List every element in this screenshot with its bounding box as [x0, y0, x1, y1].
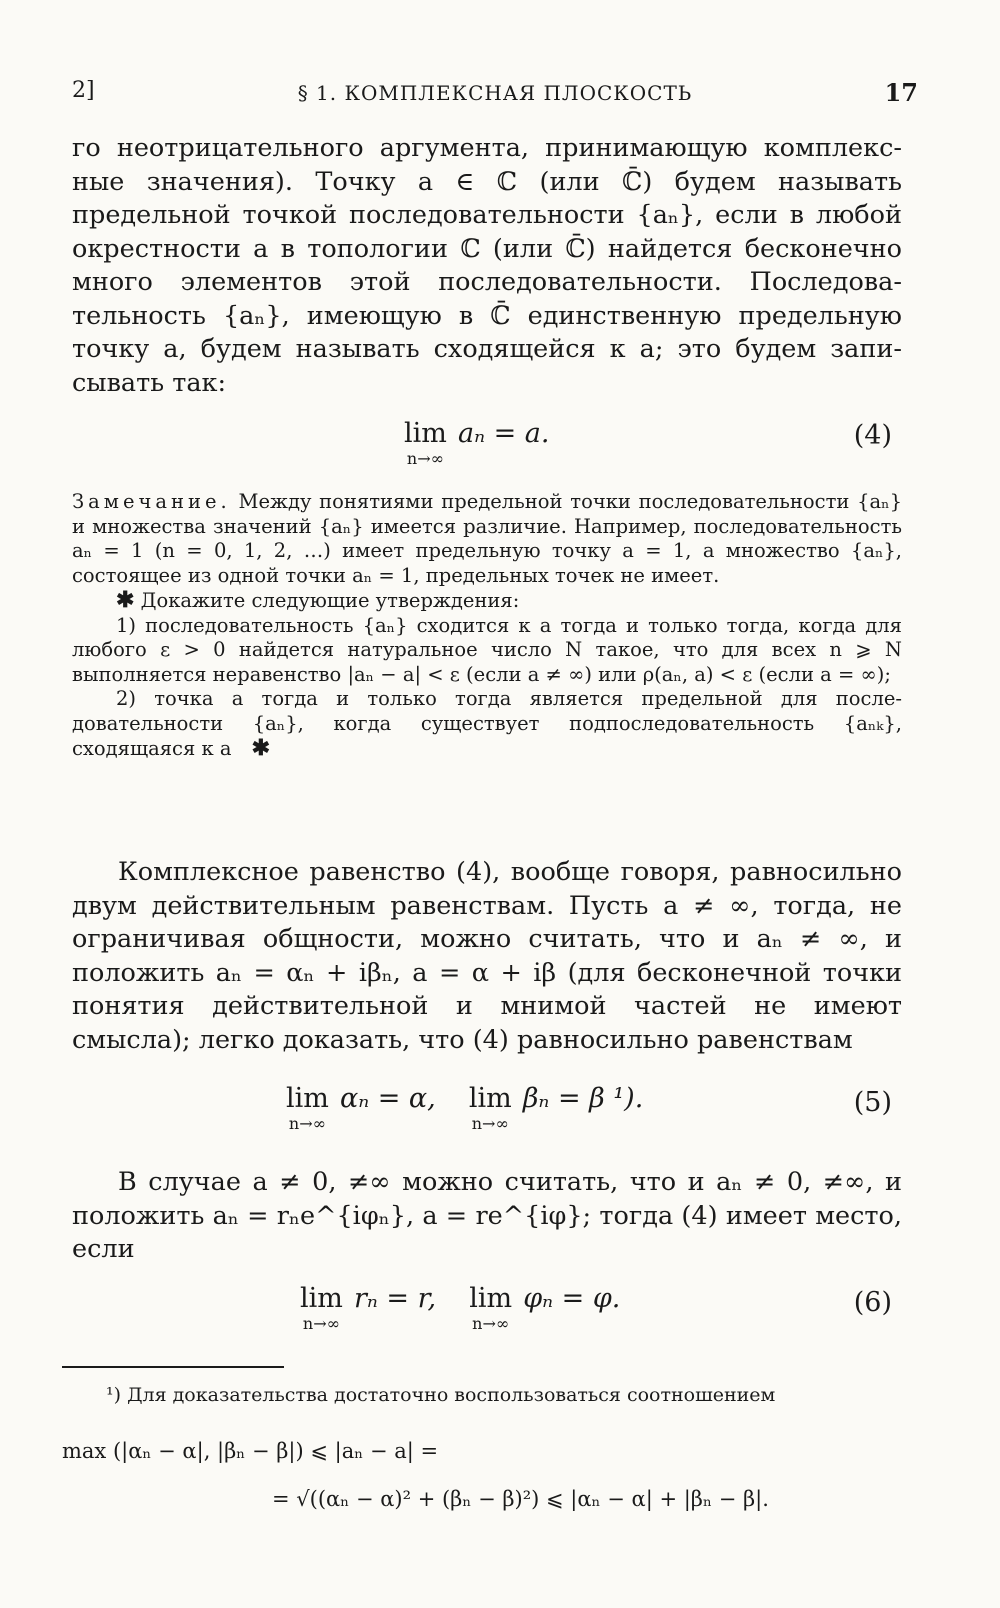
paragraph-real-equalities: Комплексное равенство (4), вообще говоря, равносильно двум действительным равенствам. Пусть a ≠ ∞, тогда, не ограничивая общности, можно считать, что и aₙ ≠ ∞, и положить aₙ = αₙ + iβₙ, a = α + iβ (для бесконечной точки понятия действительной и мнимой частей не имеют смысла); легко доказать, что (4) равносильно равенствам [72, 857, 902, 1055]
prove-text: Докажите следующие утверждения: [140, 589, 520, 612]
lim-operator: lim n→∞ [468, 1083, 512, 1133]
equation-5-right: βₙ = β ¹). [522, 1083, 644, 1114]
paragraph-polar-form: В случае a ≠ 0, ≠∞ можно считать, что и aₙ ≠ 0, ≠∞, и положить aₙ = rₙe^{iφₙ}, a = re^{iφ}; тогда (4) имеет место, если [72, 1167, 902, 1264]
remark-text: Между понятиями предельной точки последовательности {aₙ} и множества значений {aₙ} имеется различие. Например, последовательность aₙ = 1 (n = 0, 1, 2, …) имеет предельную точку a = 1, а множество {aₙ}, состоящее из одной точки aₙ = 1, предельных точек не имеет. [72, 490, 902, 587]
lim-operator: lim n→∞ [404, 418, 447, 468]
statement-2-text: 2) точка a тогда и только тогда является предельной для последовательности {aₙ}, когда существует подпоследовательность {aₙₖ}, сходящаяся к a [72, 687, 902, 760]
section-marker: 2] [72, 78, 95, 103]
lim-operator: lim n→∞ [286, 1083, 329, 1133]
page-number: 17 [884, 78, 918, 107]
equation-5-number: (5) [853, 1087, 892, 1118]
prove-line [72, 588, 902, 614]
equation-6-right: φₙ = φ. [523, 1283, 621, 1314]
remark-block [72, 490, 902, 762]
equation-5-left: αₙ = α, [339, 1083, 436, 1114]
footnote-formula-line-1: max (|αₙ − α|, |βₙ − β|) ⩽ |aₙ − a| = [62, 1439, 439, 1463]
equation-6-left: rₙ = r, [353, 1283, 437, 1314]
remark-label: Замечание. [72, 490, 231, 513]
star-marker: ✱ [116, 587, 135, 613]
equation-4-expression: aₙ = a. [457, 418, 550, 449]
equation-6-number: (6) [853, 1287, 892, 1318]
lim-operator: lim n→∞ [469, 1283, 513, 1333]
footnote-formula-line-2: = √((αₙ − α)² + (βₙ − β)²) ⩽ |αₙ − α| + |βₙ − β|. [272, 1487, 769, 1511]
star-marker-end: ✱ [251, 735, 271, 761]
statement-2 [72, 687, 902, 762]
statement-1: 1) последовательность {aₙ} сходится к a тогда и только тогда, когда для любого ε > 0 найдется натуральное число N такое, что для всех n ⩾ N выполняется неравенство |aₙ − a| < ε (если a ≠ ∞) или ρ(aₙ, a) < ε (если a = ∞); [72, 613, 902, 686]
running-title: § 1. КОМПЛЕКСНАЯ ПЛОСКОСТЬ [297, 81, 693, 105]
lim-operator: lim n→∞ [300, 1283, 343, 1333]
paragraph-limit-point: го неотрицательного аргумента, принимающую комплексные значения). Точку a ∈ ℂ (или ℂ̄) будем называть предельной точкой последовательности {aₙ}, если в любой окрестности a в топологии ℂ (или ℂ̄) найдется бесконечно много элементов этой последовательности. Последовательность {aₙ}, имеющую в ℂ̄ единственную предельную точку a, будем называть сходящейся к a; это будем записывать так: [72, 133, 902, 398]
footnote-divider [62, 1366, 284, 1368]
footnote-text: ¹) Для доказательства достаточно воспользоваться соотношением [106, 1384, 776, 1406]
running-header [72, 78, 918, 118]
equation-4-number: (4) [853, 420, 892, 451]
